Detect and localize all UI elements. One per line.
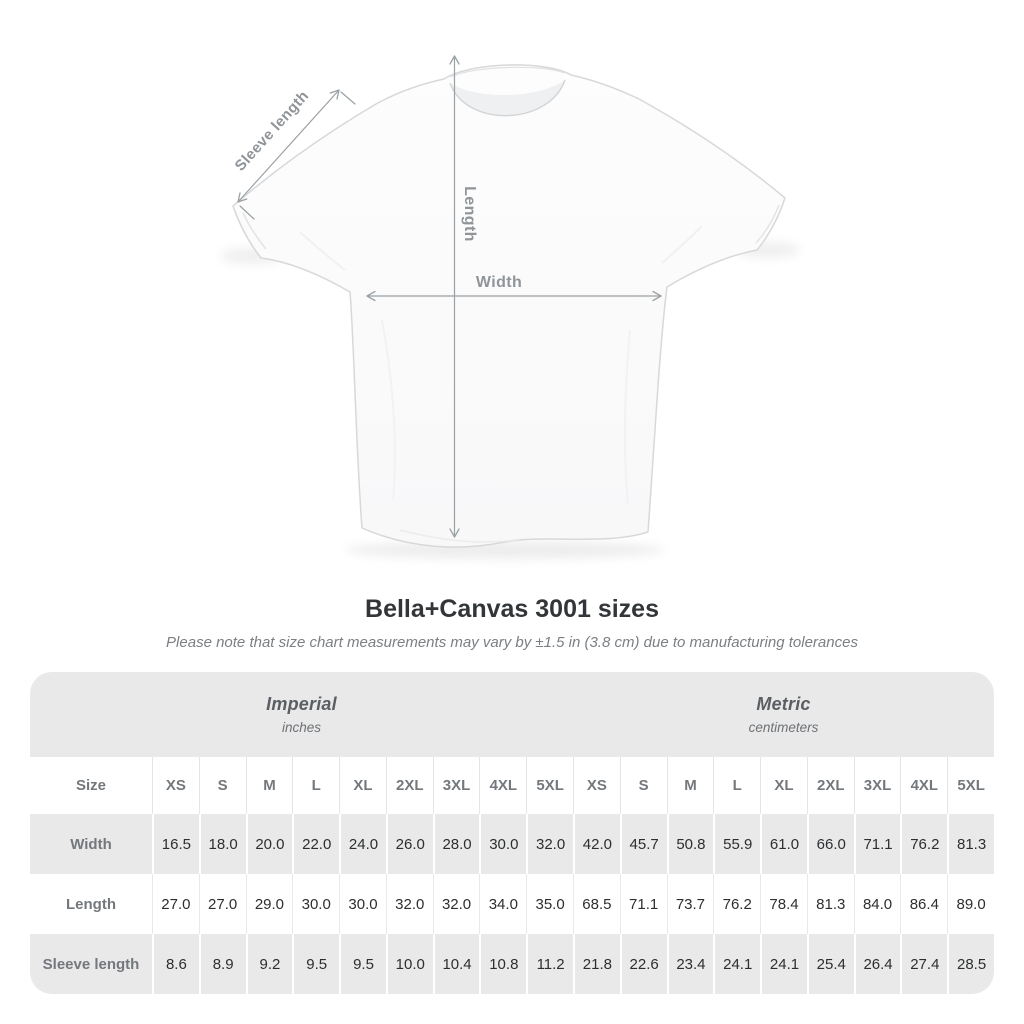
sleeve-length-label: Sleeve length — [231, 87, 313, 175]
value-cell: 27.4 — [900, 934, 947, 994]
value-cell: 81.3 — [947, 814, 994, 874]
imperial-label: Imperial — [266, 694, 337, 714]
value-cell: 78.4 — [760, 874, 807, 934]
size-header-row — [30, 757, 994, 814]
value-cell: 26.0 — [386, 814, 433, 874]
value-cell: 10.0 — [386, 934, 433, 994]
value-cell: 24.1 — [713, 934, 760, 994]
value-cell: 68.5 — [573, 874, 620, 934]
size-header-cell: 2XL — [807, 757, 854, 814]
value-cell: 71.1 — [620, 874, 667, 934]
value-cell: 35.0 — [526, 874, 573, 934]
value-cell: 27.0 — [199, 874, 246, 934]
value-cell: 71.1 — [854, 814, 901, 874]
value-cell: 26.4 — [854, 934, 901, 994]
sleeve-length-row — [30, 934, 994, 994]
page-title: Bella+Canvas 3001 sizes — [365, 595, 659, 623]
value-cell: 25.4 — [807, 934, 854, 994]
size-header-cell: 3XL — [854, 757, 901, 814]
row-label: Width — [70, 835, 112, 853]
value-cell: 24.0 — [339, 814, 386, 874]
value-cell: 86.4 — [900, 874, 947, 934]
value-cell: 81.3 — [807, 874, 854, 934]
imperial-group-header — [30, 672, 573, 757]
size-header-cell: 2XL — [386, 757, 433, 814]
size-column-header: Size — [75, 777, 106, 794]
size-header-cell: XL — [339, 757, 386, 814]
imperial-unit-label: inches — [281, 720, 322, 735]
value-cell: 8.9 — [199, 934, 246, 994]
value-cell: 84.0 — [854, 874, 901, 934]
size-header-cell: 4XL — [479, 757, 526, 814]
value-cell: 76.2 — [900, 814, 947, 874]
size-header-cell: XS — [152, 757, 199, 814]
size-header-cell: 5XL — [947, 757, 994, 814]
value-cell: 45.7 — [620, 814, 667, 874]
size-header-cell: 5XL — [526, 757, 573, 814]
width-row — [30, 814, 994, 874]
length-row — [30, 874, 994, 934]
value-cell: 20.0 — [246, 814, 293, 874]
value-cell: 9.5 — [339, 934, 386, 994]
size-header-cell: XS — [573, 757, 620, 814]
shirt-body — [233, 65, 785, 547]
size-header-cell: L — [713, 757, 760, 814]
value-cell: 18.0 — [199, 814, 246, 874]
row-label: Length — [66, 895, 116, 913]
value-cell: 32.0 — [386, 874, 433, 934]
value-cell: 9.5 — [292, 934, 339, 994]
value-cell: 11.2 — [526, 934, 573, 994]
size-header-cell: M — [667, 757, 714, 814]
metric-group-header — [573, 672, 994, 757]
unit-group-header-row — [30, 672, 994, 757]
value-cell: 10.8 — [479, 934, 526, 994]
value-cell: 28.5 — [947, 934, 994, 994]
value-cell: 61.0 — [760, 814, 807, 874]
size-header-cell: S — [199, 757, 246, 814]
size-header-cell: 4XL — [900, 757, 947, 814]
size-table — [30, 672, 994, 994]
value-cell: 21.8 — [573, 934, 620, 994]
value-cell: 28.0 — [433, 814, 480, 874]
value-cell: 29.0 — [246, 874, 293, 934]
width-label: Width — [475, 274, 523, 291]
size-header-cell: 3XL — [433, 757, 480, 814]
size-header-cell: S — [620, 757, 667, 814]
value-cell: 34.0 — [479, 874, 526, 934]
length-label: Length — [461, 186, 478, 242]
metric-label: Metric — [756, 694, 811, 714]
metric-unit-label: centimeters — [748, 720, 819, 735]
value-cell: 10.4 — [433, 934, 480, 994]
value-cell: 9.2 — [246, 934, 293, 994]
row-label: Sleeve length — [42, 955, 140, 973]
value-cell: 50.8 — [667, 814, 714, 874]
value-cell: 22.6 — [620, 934, 667, 994]
value-cell: 76.2 — [713, 874, 760, 934]
value-cell: 32.0 — [433, 874, 480, 934]
size-header-cell: M — [246, 757, 293, 814]
value-cell: 27.0 — [152, 874, 199, 934]
value-cell: 8.6 — [152, 934, 199, 994]
value-cell: 23.4 — [667, 934, 714, 994]
tolerance-note: Please note that size chart measurements may vary by ±1.5 in (3.8 cm) due to manufacturing tolerances — [166, 634, 858, 651]
value-cell: 32.0 — [526, 814, 573, 874]
value-cell: 89.0 — [947, 874, 994, 934]
size-header-cell: XL — [760, 757, 807, 814]
value-cell: 22.0 — [292, 814, 339, 874]
value-cell: 55.9 — [713, 814, 760, 874]
value-cell: 16.5 — [152, 814, 199, 874]
value-cell: 42.0 — [573, 814, 620, 874]
value-cell: 73.7 — [667, 874, 714, 934]
value-cell: 66.0 — [807, 814, 854, 874]
value-cell: 30.0 — [339, 874, 386, 934]
value-cell: 24.1 — [760, 934, 807, 994]
value-cell: 30.0 — [292, 874, 339, 934]
size-header-cell: L — [292, 757, 339, 814]
value-cell: 30.0 — [479, 814, 526, 874]
